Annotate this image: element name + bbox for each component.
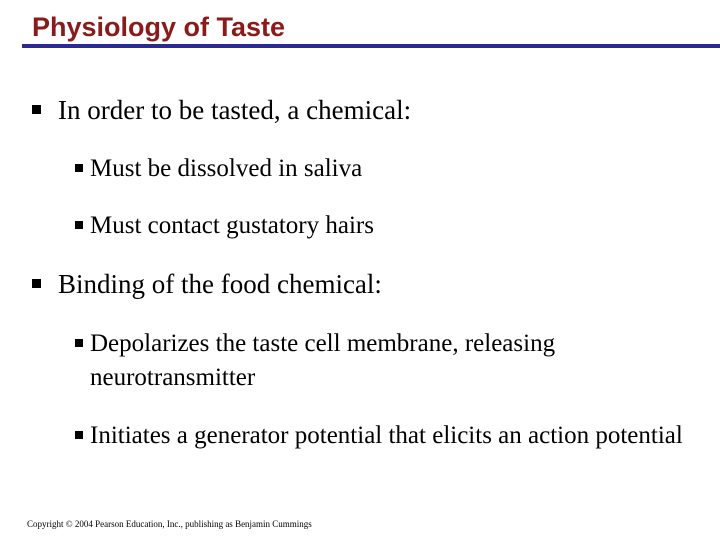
- square-bullet-icon: [75, 339, 83, 347]
- square-bullet-icon: [32, 105, 41, 114]
- square-bullet-icon: [75, 221, 83, 229]
- bullet-text: Binding of the food chemical:: [58, 269, 382, 299]
- bullet-level2-depolarizes: [75, 327, 695, 395]
- square-bullet-icon: [75, 164, 83, 172]
- title-underline-rule: [22, 44, 720, 48]
- copyright-footer: Copyright © 2004 Pearson Education, Inc., publishing as Benjamin Cummings: [27, 519, 312, 529]
- square-bullet-icon: [75, 431, 83, 439]
- bullet-text: Must contact gustatory hairs: [90, 212, 374, 239]
- bullet-text: Depolarizes the taste cell membrane, releasing neurotransmitter: [90, 330, 556, 391]
- bullet-level1-chemical: [32, 94, 411, 126]
- bullet-level2-gustatory-hairs: [75, 209, 695, 243]
- bullet-text: Initiates a generator potential that elicits an action potential: [90, 422, 683, 449]
- bullet-text: Must be dissolved in saliva: [90, 155, 363, 182]
- bullet-text: In order to be tasted, a chemical:: [58, 95, 412, 125]
- slide-title: Physiology of Taste: [32, 12, 286, 42]
- bullet-level1-binding: [32, 268, 382, 300]
- bullet-level2-generator-potential: [75, 419, 695, 453]
- square-bullet-icon: [32, 279, 41, 288]
- bullet-level2-dissolved: [75, 152, 695, 186]
